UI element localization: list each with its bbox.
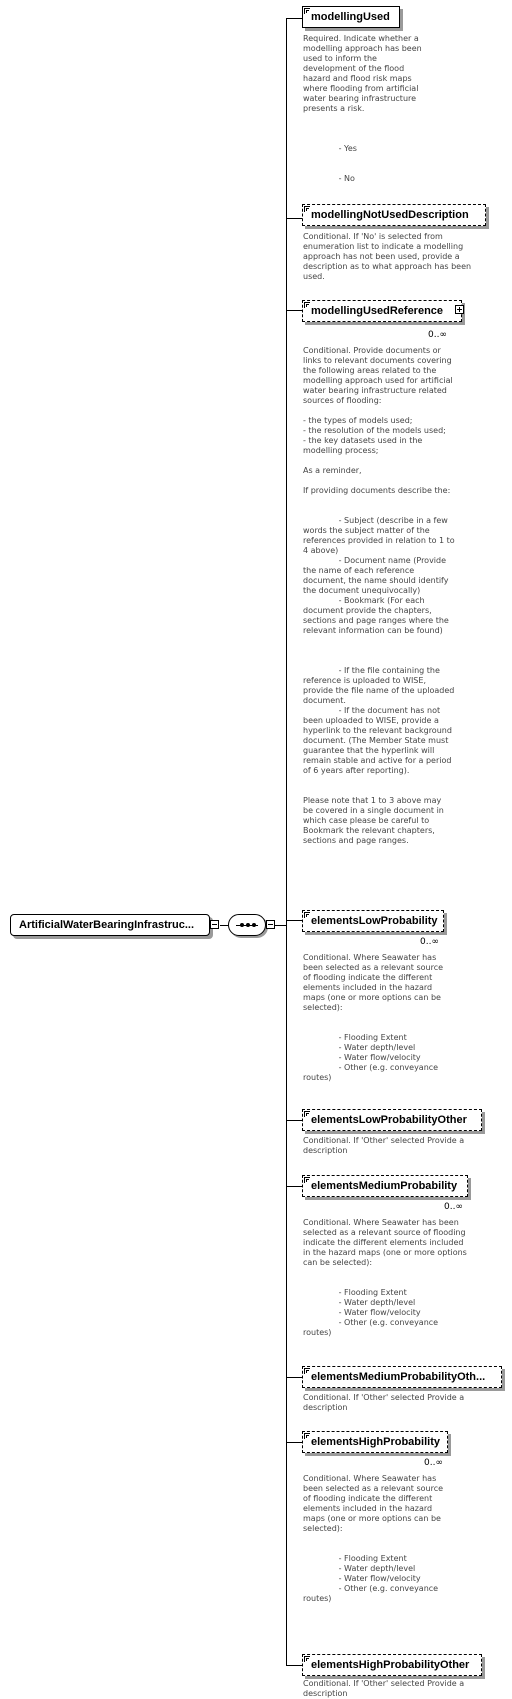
- branch-line: [286, 1665, 302, 1666]
- element-label: elementsLowProbabilityOther: [311, 1114, 467, 1126]
- element-node-elements-high-probability-other[interactable]: [302, 1654, 482, 1676]
- element-label: elementsLowProbability: [311, 915, 438, 927]
- element-type-icon: [304, 302, 310, 308]
- sequence-trunk: [286, 18, 287, 1666]
- element-description: Conditional. Provide documents or links to relevant documents covering the following areas related to the modelling approach used for artificial water bearing infrastructure related sources of flooding: - the types of models used; - the resolution of the models used; - the key datasets used in the modelling process; As a reminder, If providing documents describe the: - Subject (describe in a few words the subject matter of the references provided in relation to 1 to 4 above) - Document name (Provide the name of each reference document, the name should identify the document unequivocally) - Bookmark (For each document provide the chapters, sections and page ranges where the relevant information can be found) - If the file containing the reference is uploaded to WISE, provide the file name of the uploaded document. - If the document has not been uploaded to WISE, provide a hyperlink to the relevant background document. (The Member State must guarantee that the hyperlink will remain stable and active for a period of 6 years after reporting). Please note that 1 to 3 above may be covered in a single document in which case please be careful to Bookmark the relevant chapters, sections and page ranges.: [303, 346, 455, 845]
- element-node-modelling-used[interactable]: [302, 6, 400, 28]
- element-type-icon: [304, 8, 310, 14]
- element-node-elements-medium-probability[interactable]: [302, 1175, 468, 1197]
- root-element-node[interactable]: [10, 914, 210, 936]
- element-cardinality: 0..∞: [420, 937, 439, 947]
- element-label: modellingNotUsedDescription: [311, 209, 469, 221]
- branch-line: [286, 1120, 302, 1121]
- branch-line: [286, 218, 302, 219]
- element-description: Conditional. If 'Other' selected Provide a description: [303, 1136, 465, 1155]
- element-type-icon: [304, 1177, 310, 1183]
- element-label: elementsMediumProbabilityOth...: [311, 1371, 486, 1383]
- element-cardinality: 0..∞: [424, 1458, 443, 1468]
- element-description: Conditional. If 'Other' selected Provide a description: [303, 1679, 465, 1698]
- root-element-label: ArtificialWaterBearingInfrastruc...: [19, 919, 195, 931]
- element-description: Conditional. If 'No' is selected from enumeration list to indicate a modelling approach has not been used, provide a description as to what approach has been used.: [303, 232, 472, 281]
- collapse-toggle-icon[interactable]: [210, 920, 219, 929]
- element-type-icon: [304, 1433, 310, 1439]
- element-description: Conditional. If 'Other' selected Provide a description: [303, 1393, 465, 1412]
- sequence-compositor[interactable]: [228, 914, 266, 936]
- branch-line: [286, 1442, 302, 1443]
- element-node-elements-low-probability-other[interactable]: [302, 1109, 482, 1131]
- element-node-elements-low-probability[interactable]: [302, 910, 444, 932]
- branch-line: [286, 1186, 302, 1187]
- element-type-icon: [304, 912, 310, 918]
- element-label: elementsMediumProbability: [311, 1180, 458, 1192]
- element-label: modellingUsed: [311, 11, 390, 23]
- element-cardinality: 0..∞: [444, 1202, 463, 1212]
- element-node-modelling-not-used-description[interactable]: [302, 204, 486, 226]
- sequence-collapse-icon[interactable]: [266, 920, 275, 929]
- expand-toggle-icon[interactable]: [455, 305, 464, 314]
- element-description: Required. Indicate whether a modelling approach has been used to inform the development of the flood hazard and flood risk maps where flooding from artificial water bearing infrastructure presents a risk. - Yes - No: [303, 34, 422, 183]
- element-cardinality: 0..∞: [428, 330, 447, 340]
- element-label: elementsHighProbability: [311, 1436, 440, 1448]
- branch-line: [286, 18, 302, 19]
- branch-line: [286, 310, 302, 311]
- element-node-modelling-used-reference[interactable]: [302, 300, 462, 322]
- branch-line: [286, 920, 302, 921]
- element-type-icon: [304, 1368, 310, 1374]
- element-label: elementsHighProbabilityOther: [311, 1659, 470, 1671]
- branch-line: [286, 1377, 302, 1378]
- element-description: Conditional. Where Seawater has been selected as a relevant source of flooding indicate the different elements included in the hazard maps (one or more options can be selected): - Flooding Extent - Water depth/level - Water flow/velocity - Other (e.g. conveyance routes): [303, 1218, 467, 1337]
- element-type-icon: [304, 1656, 310, 1662]
- element-type-icon: [304, 1111, 310, 1117]
- element-description: Conditional. Where Seawater has been selected as a relevant source of flooding indicate the different elements included in the hazard maps (one or more options can be selected): - Flooding Extent - Water depth/level - Water flow/velocity - Other (e.g. conveyance routes): [303, 1474, 444, 1603]
- element-type-icon: [304, 206, 310, 212]
- root-connector: [220, 925, 228, 926]
- element-description: Conditional. Where Seawater has been selected as a relevant source of flooding indicate the different elements included in the hazard maps (one or more options can be selected): - Flooding Extent - Water depth/level - Water flow/velocity - Other (e.g. conveyance routes): [303, 953, 444, 1082]
- element-node-elements-high-probability[interactable]: [302, 1431, 448, 1453]
- element-label: modellingUsedReference: [311, 305, 444, 317]
- element-node-elements-medium-probability-other[interactable]: [302, 1366, 502, 1388]
